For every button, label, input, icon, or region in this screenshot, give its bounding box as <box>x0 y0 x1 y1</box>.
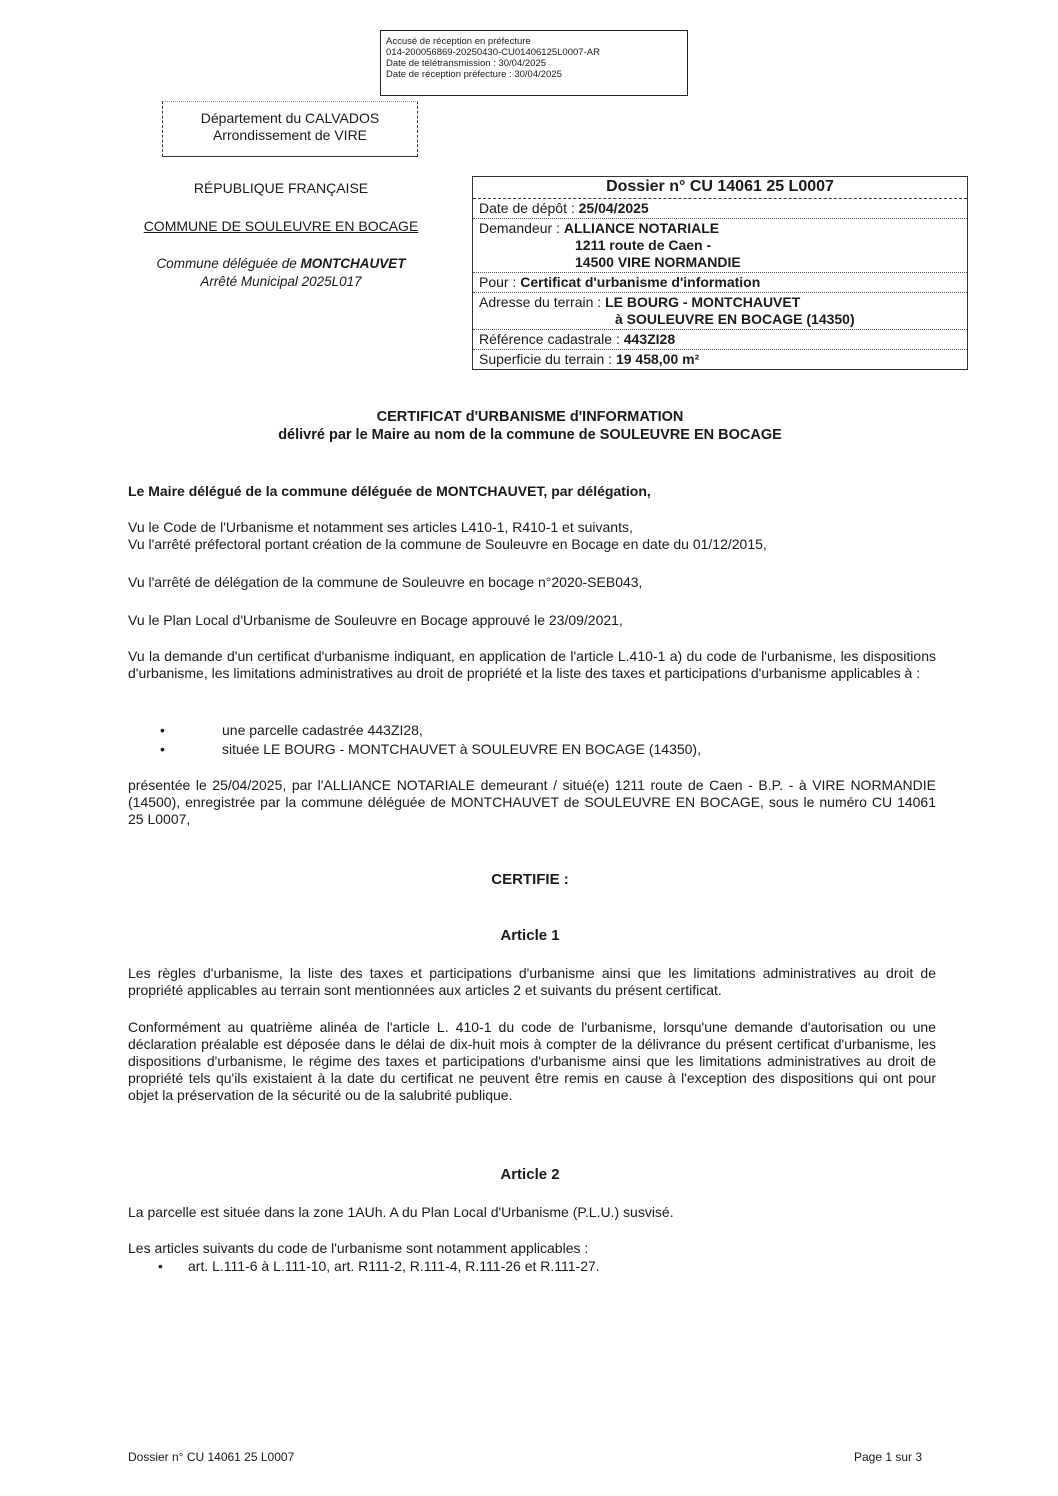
reception-stamp <box>380 30 688 96</box>
date-depot-row <box>473 199 967 219</box>
demandeur-label: Demandeur : <box>479 220 564 236</box>
bullet-dot: • <box>160 722 165 738</box>
stamp-line: Accusé de réception en préfecture <box>386 36 531 47</box>
vu-demande: Vu la demande d'un certificat d'urbanisme indiquant, en application de l'article L.410-1 a) du code de l'urbanisme, les dispositions d'urbanisme, les limitations administratives au droit de propriété et la liste des taxes et participations d'urbanisme applicables à : <box>128 648 936 681</box>
commune-deleguee <box>110 256 452 271</box>
footer-dossier-number: Dossier n° CU 14061 25 L0007 <box>128 1450 295 1464</box>
vu-block-1 <box>128 519 936 553</box>
article-2-title: Article 2 <box>500 1166 560 1183</box>
department-name: Département du CALVADOS <box>200 110 380 126</box>
reference-row <box>473 330 967 350</box>
vu-arrete-delegation: Vu l'arrêté de délégation de la commune de Souleuvre en bocage n°2020-SEB043, <box>128 574 643 590</box>
dossier-title: Dossier n° CU 14061 25 L0007 <box>473 177 967 199</box>
vu-code-urbanisme: Vu le Code de l'Urbanisme et notamment ses articles L410-1, R410-1 et suivants, <box>128 519 633 535</box>
articles-list-item: art. L.111-6 à L.111-10, art. R111-2, R.111-4, R.111-26 et R.111-27. <box>188 1258 600 1274</box>
commune-deleguee-prefix: Commune déléguée de <box>156 256 301 271</box>
adresse-line-1: LE BOURG - MONTCHAUVET <box>605 294 801 310</box>
arrete-number: Arrêté Municipal 2025L017 <box>200 274 362 289</box>
demandeur-address-2: 14500 VIRE NORMANDIE <box>575 254 741 270</box>
demandeur-row <box>473 219 967 273</box>
vu-arrete-prefectoral: Vu l'arrêté préfectoral portant création de la commune de Souleuvre en Bocage en date du 01/12/2015, <box>128 536 767 552</box>
maire-statement: Le Maire délégué de la commune déléguée de MONTCHAUVET, par délégation, <box>128 483 651 499</box>
adresse-row <box>473 293 967 330</box>
demandeur-address-1: 1211 route de Caen - <box>575 237 712 253</box>
bullet-dot: • <box>160 741 165 757</box>
certificate-title-line-1: CERTIFICAT d'URBANISME d'INFORMATION <box>376 409 684 425</box>
demandeur-name: ALLIANCE NOTARIALE <box>563 220 720 236</box>
presentee-paragraph: présentée le 25/04/2025, par l'ALLIANCE NOTARIALE demeurant / situé(e) 1211 route de Caen - B.P. - à VIRE NORMANDIE (14500), enregistrée par la commune déléguée de MONTCHAUVET de SOULEUVRE EN BOCAGE, sous le numéro CU 14061 25 L0007, <box>128 777 936 827</box>
pour-label: Pour : <box>479 274 521 290</box>
department-box <box>162 101 418 157</box>
reference-value: 443ZI28 <box>623 331 676 347</box>
adresse-line-2: à SOULEUVRE EN BOCAGE (14350) <box>615 311 855 327</box>
parcelle-item: une parcelle cadastrée 443ZI28, <box>222 722 423 738</box>
certificate-title <box>120 408 940 444</box>
bullet-dot: • <box>158 1258 163 1274</box>
article-2-paragraph-1: La parcelle est située dans la zone 1AUh. A du Plan Local d'Urbanisme (P.L.U.) susvisé. <box>128 1204 674 1220</box>
date-depot-value: 25/04/2025 <box>578 200 649 216</box>
situee-item: située LE BOURG - MONTCHAUVET à SOULEUVRE EN BOCAGE (14350), <box>222 741 701 757</box>
superficie-value: 19 458,00 m² <box>615 351 700 367</box>
commune-deleguee-name: MONTCHAUVET <box>300 256 406 271</box>
superficie-row <box>473 350 967 369</box>
certifie-heading: CERTIFIE : <box>491 871 569 888</box>
superficie-label: Superficie du terrain : <box>479 351 616 367</box>
adresse-label: Adresse du terrain : <box>479 294 606 310</box>
republic-heading: RÉPUBLIQUE FRANÇAISE <box>193 180 369 196</box>
certificate-title-line-2: délivré par le Maire au nom de la commune de SOULEUVRE EN BOCAGE <box>278 427 782 443</box>
stamp-line: Date de télétransmission : 30/04/2025 <box>386 58 547 69</box>
stamp-line: Date de réception préfecture : 30/04/2025 <box>386 69 562 80</box>
dossier-box <box>472 176 968 370</box>
date-depot-label: Date de dépôt : <box>479 200 579 216</box>
article-1-paragraph-1: Les règles d'urbanisme, la liste des taxes et participations d'urbanisme ainsi que les limitations administratives au droit de propriété applicables au terrain sont mentionnées aux articles 2 et suivants du présent certificat. <box>128 965 936 998</box>
pour-row <box>473 273 967 293</box>
footer-page-number: Page 1 sur 3 <box>854 1450 923 1464</box>
commune-heading: COMMUNE DE SOULEUVRE EN BOCAGE <box>143 218 419 234</box>
article-1-title: Article 1 <box>500 927 560 944</box>
article-1-paragraph-2: Conformément au quatrième alinéa de l'article L. 410-1 du code de l'urbanisme, lorsqu'une demande d'autorisation ou une déclaration préalable est déposée dans le délai de dix-huit mois à compter de la délivrance du présent certificat d'urbanisme, les dispositions d'urbanisme, le régime des taxes et participations d'urbanisme ainsi que les limitations administratives au droit de propriété tels qu'ils existaient à la date du certificat ne peuvent être remis en cause à l'exception des dispositions qui ont pour objet la préservation de la sécurité ou de la salubrité publique. <box>128 1019 936 1103</box>
reference-label: Référence cadastrale : <box>479 331 624 347</box>
arrondissement-name: Arrondissement de VIRE <box>212 127 368 143</box>
article-2-paragraph-2: Les articles suivants du code de l'urbanisme sont notamment applicables : <box>128 1240 589 1256</box>
stamp-line: 014-200056869-20250430-CU01406125L0007-AR <box>386 47 600 58</box>
vu-plu: Vu le Plan Local d'Urbanisme de Souleuvre en Bocage approuvé le 23/09/2021, <box>128 612 623 628</box>
pour-value: Certificat d'urbanisme d'information <box>520 274 761 290</box>
